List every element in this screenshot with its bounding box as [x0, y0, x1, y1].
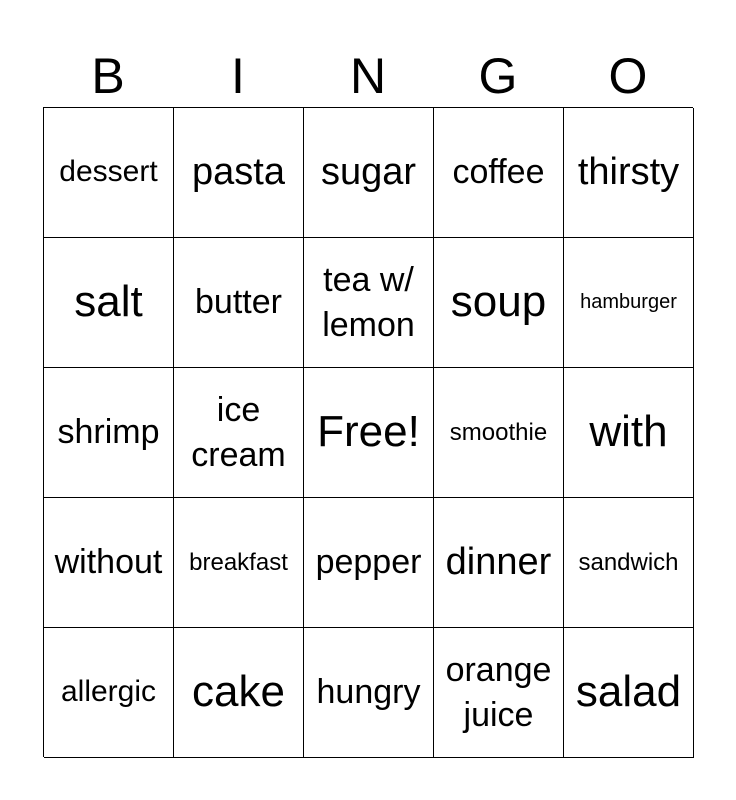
header-letter-i: I: [231, 48, 245, 104]
bingo-cell[interactable]: coffee: [434, 108, 564, 238]
bingo-cell[interactable]: thirsty: [564, 108, 694, 238]
bingo-cell[interactable]: hamburger: [564, 238, 694, 368]
bingo-cell[interactable]: ice cream: [174, 368, 304, 498]
bingo-cell[interactable]: hungry: [304, 628, 434, 758]
bingo-cell[interactable]: allergic: [44, 628, 174, 758]
bingo-header: [43, 44, 693, 108]
header-letter-n: N: [349, 48, 387, 104]
bingo-cell[interactable]: breakfast: [174, 498, 304, 628]
header-letter-b: B: [91, 48, 125, 104]
bingo-cell[interactable]: butter: [174, 238, 304, 368]
bingo-cell[interactable]: cake: [174, 628, 304, 758]
bingo-cell[interactable]: salad: [564, 628, 694, 758]
bingo-cell[interactable]: without: [44, 498, 174, 628]
header-letter-o: O: [608, 48, 648, 104]
bingo-cell[interactable]: pasta: [174, 108, 304, 238]
bingo-cell[interactable]: pepper: [304, 498, 434, 628]
bingo-cell[interactable]: orange juice: [434, 628, 564, 758]
bingo-cell[interactable]: smoothie: [434, 368, 564, 498]
free-space-cell[interactable]: Free!: [304, 368, 434, 498]
bingo-cell[interactable]: with: [564, 368, 694, 498]
header-letter-g: G: [478, 48, 518, 104]
bingo-cell[interactable]: sugar: [304, 108, 434, 238]
bingo-cell[interactable]: dinner: [434, 498, 564, 628]
bingo-cell[interactable]: salt: [44, 238, 174, 368]
bingo-cell[interactable]: dessert: [44, 108, 174, 238]
bingo-cell[interactable]: soup: [434, 238, 564, 368]
bingo-cell[interactable]: shrimp: [44, 368, 174, 498]
bingo-cell[interactable]: sandwich: [564, 498, 694, 628]
bingo-cell[interactable]: tea w/ lemon: [304, 238, 434, 368]
bingo-board: [43, 107, 693, 757]
